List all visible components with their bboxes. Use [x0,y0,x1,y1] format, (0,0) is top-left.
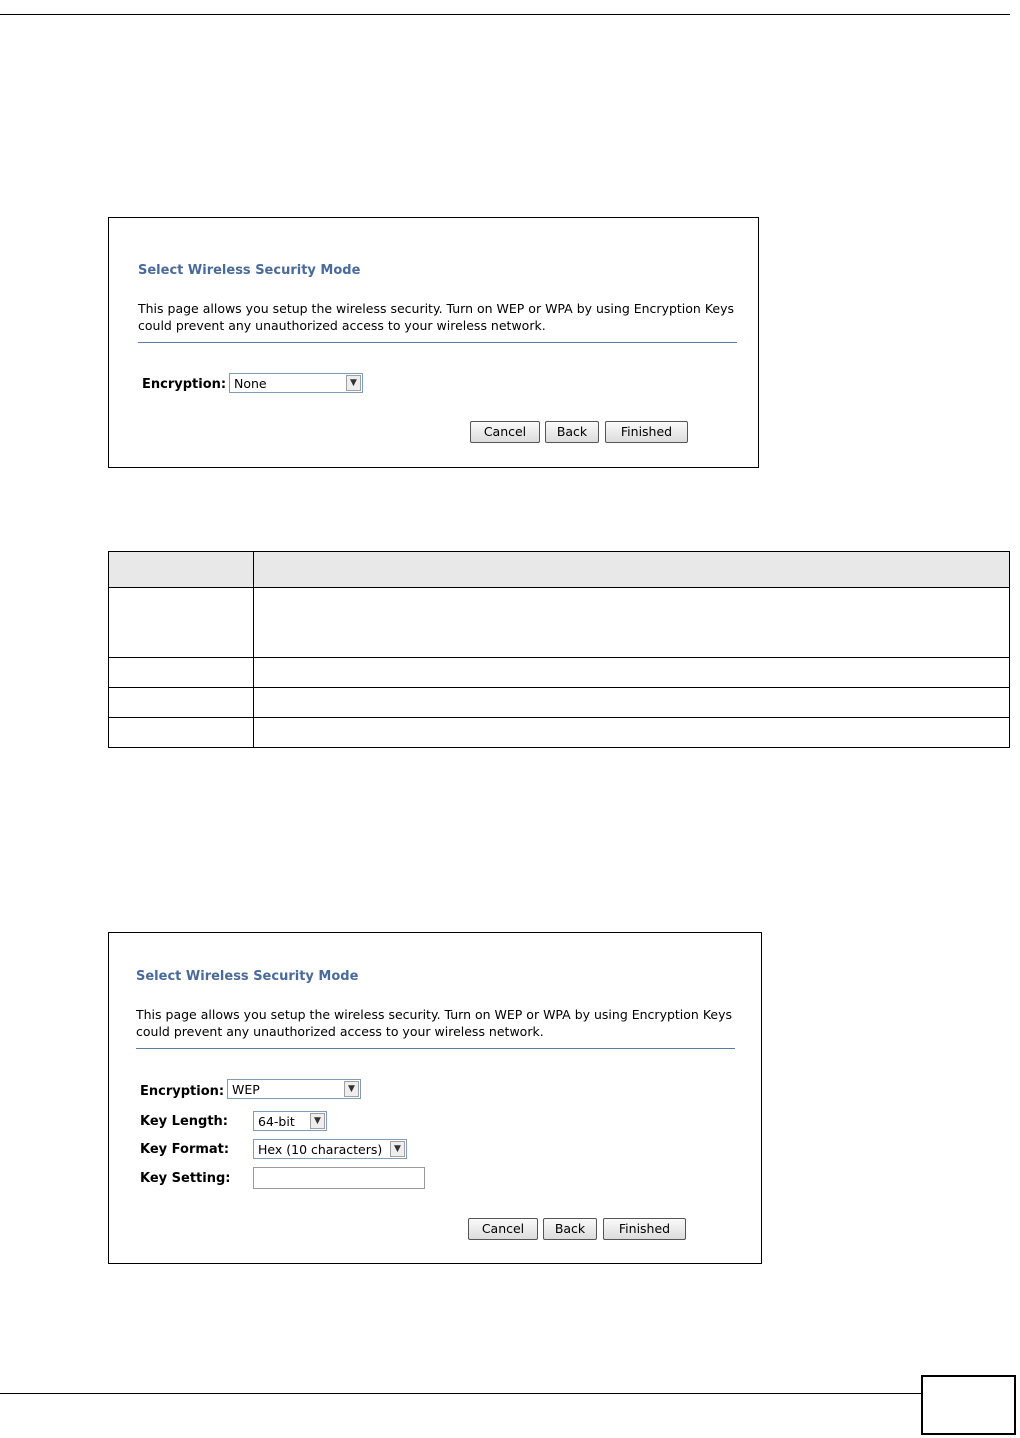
header-rule [0,14,1010,15]
table-cell [109,552,254,588]
cancel-button[interactable]: Cancel [470,421,540,443]
encryption-value: WEP [232,1082,260,1097]
chevron-down-icon: ▼ [310,1113,325,1129]
chevron-down-icon: ▼ [344,1081,359,1097]
table-cell [254,688,1010,718]
back-button[interactable]: Back [543,1218,597,1240]
key-length-value: 64-bit [258,1114,295,1129]
finished-button[interactable]: Finished [605,421,688,443]
table-header-row [109,552,1010,588]
panel-title: Select Wireless Security Mode [138,263,361,278]
encryption-select[interactable] [227,1079,361,1099]
finished-button[interactable]: Finished [603,1218,686,1240]
table-cell [254,658,1010,688]
table-row [109,588,1010,658]
key-length-select[interactable] [253,1111,327,1131]
panel-divider [138,342,737,343]
key-format-select[interactable] [253,1139,407,1159]
key-format-value: Hex (10 characters) [258,1142,383,1157]
panel-description: This page allows you setup the wireless security. Turn on WEP or WPA by using Encryption Keys could prevent any unauthorized access to your wireless network. [138,301,734,333]
key-length-label: Key Length: [140,1114,228,1129]
chevron-down-icon: ▼ [346,375,361,391]
panel-title: Select Wireless Security Mode [136,969,359,984]
encryption-label: Encryption: [140,1084,225,1099]
panel-divider [136,1048,735,1049]
field-description-table [108,551,1010,748]
footer-rule [0,1393,922,1394]
table-row [109,688,1010,718]
table-cell [109,718,254,748]
encryption-select[interactable] [229,373,363,393]
page-number-box [921,1375,1016,1435]
back-button[interactable]: Back [545,421,599,443]
encryption-label: Encryption: [142,377,227,392]
table-row [109,658,1010,688]
table-cell [109,688,254,718]
table-row [109,718,1010,748]
key-setting-label: Key Setting: [140,1171,231,1186]
table-cell [109,588,254,658]
panel-description: This page allows you setup the wireless security. Turn on WEP or WPA by using Encryption Keys could prevent any unauthorized access to your wireless network. [136,1007,732,1039]
key-setting-input[interactable] [253,1167,425,1189]
table-cell [109,658,254,688]
chevron-down-icon: ▼ [390,1141,405,1157]
table-cell [254,552,1010,588]
table-cell [254,588,1010,658]
security-mode-panel-none [108,217,759,468]
cancel-button[interactable]: Cancel [468,1218,538,1240]
encryption-value: None [234,376,267,391]
security-mode-panel-wep [108,932,762,1264]
key-format-label: Key Format: [140,1142,230,1157]
table-cell [254,718,1010,748]
